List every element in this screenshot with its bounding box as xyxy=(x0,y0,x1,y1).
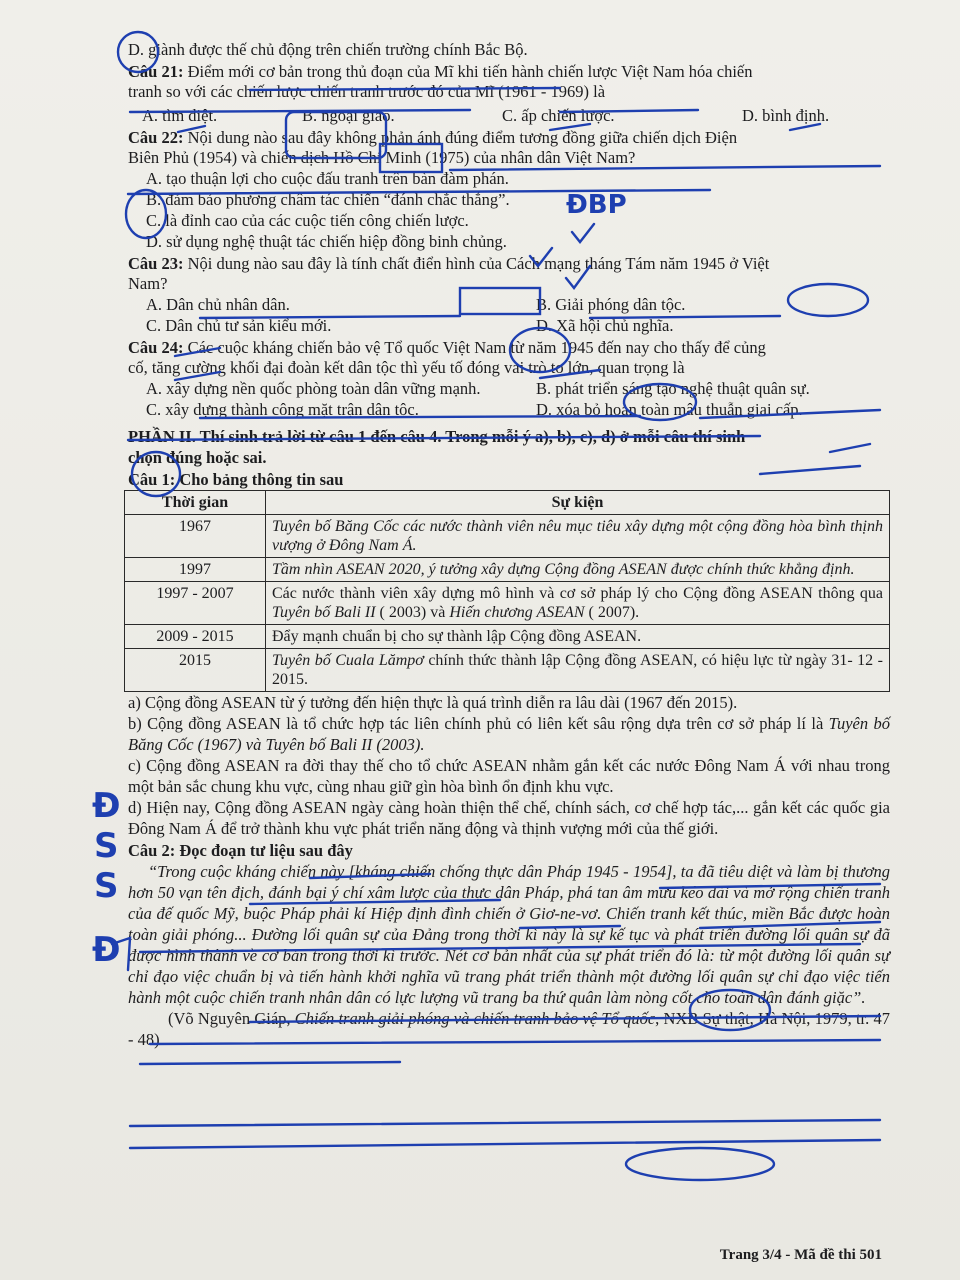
table-cell-event xyxy=(266,582,890,625)
event-text: Đẩy mạnh chuẩn bị cho sự thành lập Cộng đồng ASEAN. xyxy=(272,628,642,645)
table-row xyxy=(125,515,890,558)
q24-options xyxy=(146,378,890,420)
c1-statement-b xyxy=(128,713,890,755)
q21-text-1: Điểm mới cơ bản trong thủ đoạn của Mĩ khi tiến hành chiến lược Việt Nam hóa chiến xyxy=(183,62,753,81)
table-cell-event xyxy=(266,625,890,649)
q21-text-2: tranh so với các chiến lược chiến tranh trước đó của Mĩ (1961 - 1969) là xyxy=(128,82,606,101)
event-text-b: Tuyên bố Bali II xyxy=(272,604,376,621)
table-cell-event xyxy=(266,649,890,692)
q23-text-2: Nam? xyxy=(128,274,168,293)
part-2-line-1: PHẦN II. Thí sinh trả lời từ câu 1 đến câu 4. Trong mỗi ý a), b), c), d) ở mỗi câu thí sinh xyxy=(128,427,746,446)
exam-content xyxy=(128,40,890,1050)
q22-option-d: D. sử dụng nghệ thuật tác chiến hiệp đồng binh chủng. xyxy=(146,232,507,251)
event-text-d: Hiến chương ASEAN xyxy=(449,604,585,621)
q23-option-c: C. Dân chủ tư sản kiểu mới. xyxy=(146,316,332,335)
handwritten-mark-c: S xyxy=(94,866,119,906)
q22-option-b: B. đảm bảo phương châm tác chiến “đánh chắc thắng”. xyxy=(146,190,510,209)
q21-label: Câu 21: xyxy=(128,62,184,81)
q21-options xyxy=(142,106,890,126)
c2-source xyxy=(128,1008,890,1050)
c2-source-author: (Võ Nguyên Giáp, xyxy=(168,1009,295,1028)
q23-options xyxy=(146,294,890,336)
handwritten-mark-b: S xyxy=(94,826,119,866)
table-header-time: Thời gian xyxy=(125,491,266,515)
event-text-e: ( 2007). xyxy=(584,604,640,621)
handwritten-mark-d: Đ xyxy=(92,930,121,970)
q24-text-2: cố, tăng cường khối đại đoàn kết dân tộc thì yếu tố đóng vai trò to lớn, quan trọng là xyxy=(128,358,685,377)
q22-options xyxy=(146,168,890,252)
table-cell-event: Tuyên bố Băng Cốc các nước thành viên nêu mục tiêu xây dựng một cộng đồng hòa bình thịnh vượng ở Đông Nam Á. xyxy=(266,515,890,558)
q23-label: Câu 23: xyxy=(128,254,184,273)
q21-option-d: D. bình định. xyxy=(742,106,830,125)
table-cell-year: 1967 xyxy=(125,515,266,558)
table-row xyxy=(125,558,890,582)
event-text-b: chính thức thành lập Cộng đồng ASEAN, có hiệu lực từ ngày 31- 12 - 2015. xyxy=(272,652,884,688)
q22-option-a: A. tạo thuận lợi cho cuộc đấu tranh trên bàn đàm phán. xyxy=(146,169,509,188)
question-23 xyxy=(128,254,890,336)
q23-option-b: B. Giải phóng dân tộc. xyxy=(536,295,686,314)
event-text-a: Các nước thành viên xây dựng mô hình và cơ sở pháp lý cho Cộng đồng ASEAN thông qua xyxy=(272,585,883,602)
event-text-a: Tuyên bố Cuala Lămpơ xyxy=(272,652,424,669)
table-cell-year: 2015 xyxy=(125,649,266,692)
handwritten-q22-note: ĐBP xyxy=(566,190,627,220)
q24-option-c: C. xây dựng thành công mặt trận dân tộc. xyxy=(146,400,419,419)
circle-luc-luong xyxy=(626,1148,774,1180)
q23-text-1: Nội dung nào sau đây là tính chất điển hình của Cách mạng tháng Tám năm 1945 ở Việt xyxy=(183,254,770,273)
q23-option-d: D. Xã hội chủ nghĩa. xyxy=(536,316,674,335)
handwritten-mark-a: Đ xyxy=(92,786,121,826)
table-cell-year: 1997 - 2007 xyxy=(125,582,266,625)
asean-info-table xyxy=(124,490,890,692)
c1-statement-d: d) Hiện nay, Cộng đồng ASEAN ngày càng hoàn thiện thể chế, chính sách, cơ chế hợp tác,... gắn kết các quốc gia Đông Nam Á để trở thành khu vực phát triển năng động và thịnh vượng mới của thế giới. xyxy=(128,798,890,838)
q20-option-d: D. giành được thế chủ động trên chiến trường chính Bắc Bộ. xyxy=(128,40,528,59)
c1-statement-a: a) Cộng đồng ASEAN từ ý tưởng đến hiện thực là quá trình diễn ra lâu dài (1967 đến 2015). xyxy=(128,693,738,712)
q24-option-d: D. xóa bỏ hoàn toàn mâu thuẫn giai cấp. xyxy=(536,400,803,419)
c1-statement-b-italic: Tuyên bố Băng Cốc (1967) và Tuyên bố Bali II (2003). xyxy=(128,714,890,754)
event-text-c: ( 2003) và xyxy=(375,604,450,621)
table-header-event: Sự kiện xyxy=(266,491,890,515)
q21-option-b: B. ngoại giao. xyxy=(302,106,395,125)
c1-statement-c: c) Cộng đồng ASEAN ra đời thay thế cho tổ chức ASEAN nhằm gắn kết các nước Đông Nam Á với nhau trong một bản sắc chung khu vực, cùng nhau giữ gìn hòa bình ổn định khu vực. xyxy=(128,756,890,796)
c2-title: Câu 2: Đọc đoạn tư liệu sau đây xyxy=(128,841,353,860)
page-footer: Trang 3/4 - Mã đề thi 501 xyxy=(719,1247,882,1263)
q21-option-c: C. ấp chiến lược. xyxy=(502,106,615,125)
part-2-heading xyxy=(128,426,890,468)
table-row xyxy=(125,649,890,692)
q22-text-2: Biên Phủ (1954) và chiến dịch Hồ Chí Minh (1975) của nhân dân Việt Nam? xyxy=(128,148,636,167)
table-cell-year: 1997 xyxy=(125,558,266,582)
q22-option-c: C. là đỉnh cao của các cuộc tiến công chiến lược. xyxy=(146,211,469,230)
table-cell-year: 2009 - 2015 xyxy=(125,625,266,649)
q24-text-1: Các cuộc kháng chiến bảo vệ Tổ quốc Việt Nam từ năm 1945 đến nay cho thấy để củng xyxy=(183,338,766,357)
c2-source-publisher: , NXB Sự thật, Hà Nội, 1979, tr. 47 - 48). xyxy=(128,1009,890,1049)
q22-text-1: Nội dung nào sau đây không phản ánh đúng điểm tương đồng giữa chiến dịch Điện xyxy=(183,128,738,147)
table-row xyxy=(125,582,890,625)
q24-option-b: B. phát triển sáng tạo nghệ thuật quân sự. xyxy=(536,379,810,398)
q22-label: Câu 22: xyxy=(128,128,184,147)
q24-label: Câu 24: xyxy=(128,338,184,357)
q21-option-a: A. tìm diệt. xyxy=(142,106,218,125)
question-24 xyxy=(128,338,890,420)
question-21 xyxy=(128,62,890,126)
part-2-line-2: chọn đúng hoặc sai. xyxy=(128,448,267,467)
c2-quote: “Trong cuộc kháng chiến này [kháng chiến chống thực dân Pháp 1945 - 1954], ta đã tiêu diệt và làm bị thương hơn 50 vạn tên địch, đánh bại ý chí xâm lược của thực dân Pháp, phá tan âm mưu kéo dài và mở rộng chiến tranh của đế quốc Mỹ, buộc Pháp phải kí Hiệp định đình chiến ở Giơ-ne-vơ. Chiến tranh kết thúc, miền Bắc được hoàn toàn giải phóng... Đường lối quân sự của Đảng trong thời kì này là sự kế tục và phát triển đường lối quân sự đã được hình thành về cơ bản trong thời kì trước. Nét cơ bản nhất của sự phát triển đó là: từ một đường lối quân sự chỉ đạo việc chuẩn bị và tiến hành khởi nghĩa vũ trang phát triển thành một đường lối quân sự chỉ đạo việc tiến hành một cuộc chiến tranh nhân dân có lực lượng vũ trang ba thứ quân làm nòng cốt cho toàn dân đánh giặc”. xyxy=(128,862,890,1007)
question-22 xyxy=(128,128,890,252)
c2-source-title: Chiến tranh giải phóng và chiến tranh bảo vệ Tổ quốc xyxy=(294,1009,656,1028)
table-row xyxy=(125,625,890,649)
c1-title: Câu 1: Cho bảng thông tin sau xyxy=(128,470,344,489)
table-cell-event: Tầm nhìn ASEAN 2020, ý tưởng xây dựng Cộng đồng ASEAN được chính thức khẳng định. xyxy=(266,558,890,582)
q24-option-a: A. xây dựng nền quốc phòng toàn dân vững mạnh. xyxy=(146,379,481,398)
q23-option-a: A. Dân chủ nhân dân. xyxy=(146,295,290,314)
table-header-row xyxy=(125,491,890,515)
c1-statement-b-text: b) Cộng đồng ASEAN là tổ chức hợp tác liên chính phủ có liên kết sâu rộng dựa trên cơ sở pháp lí là xyxy=(128,714,829,733)
